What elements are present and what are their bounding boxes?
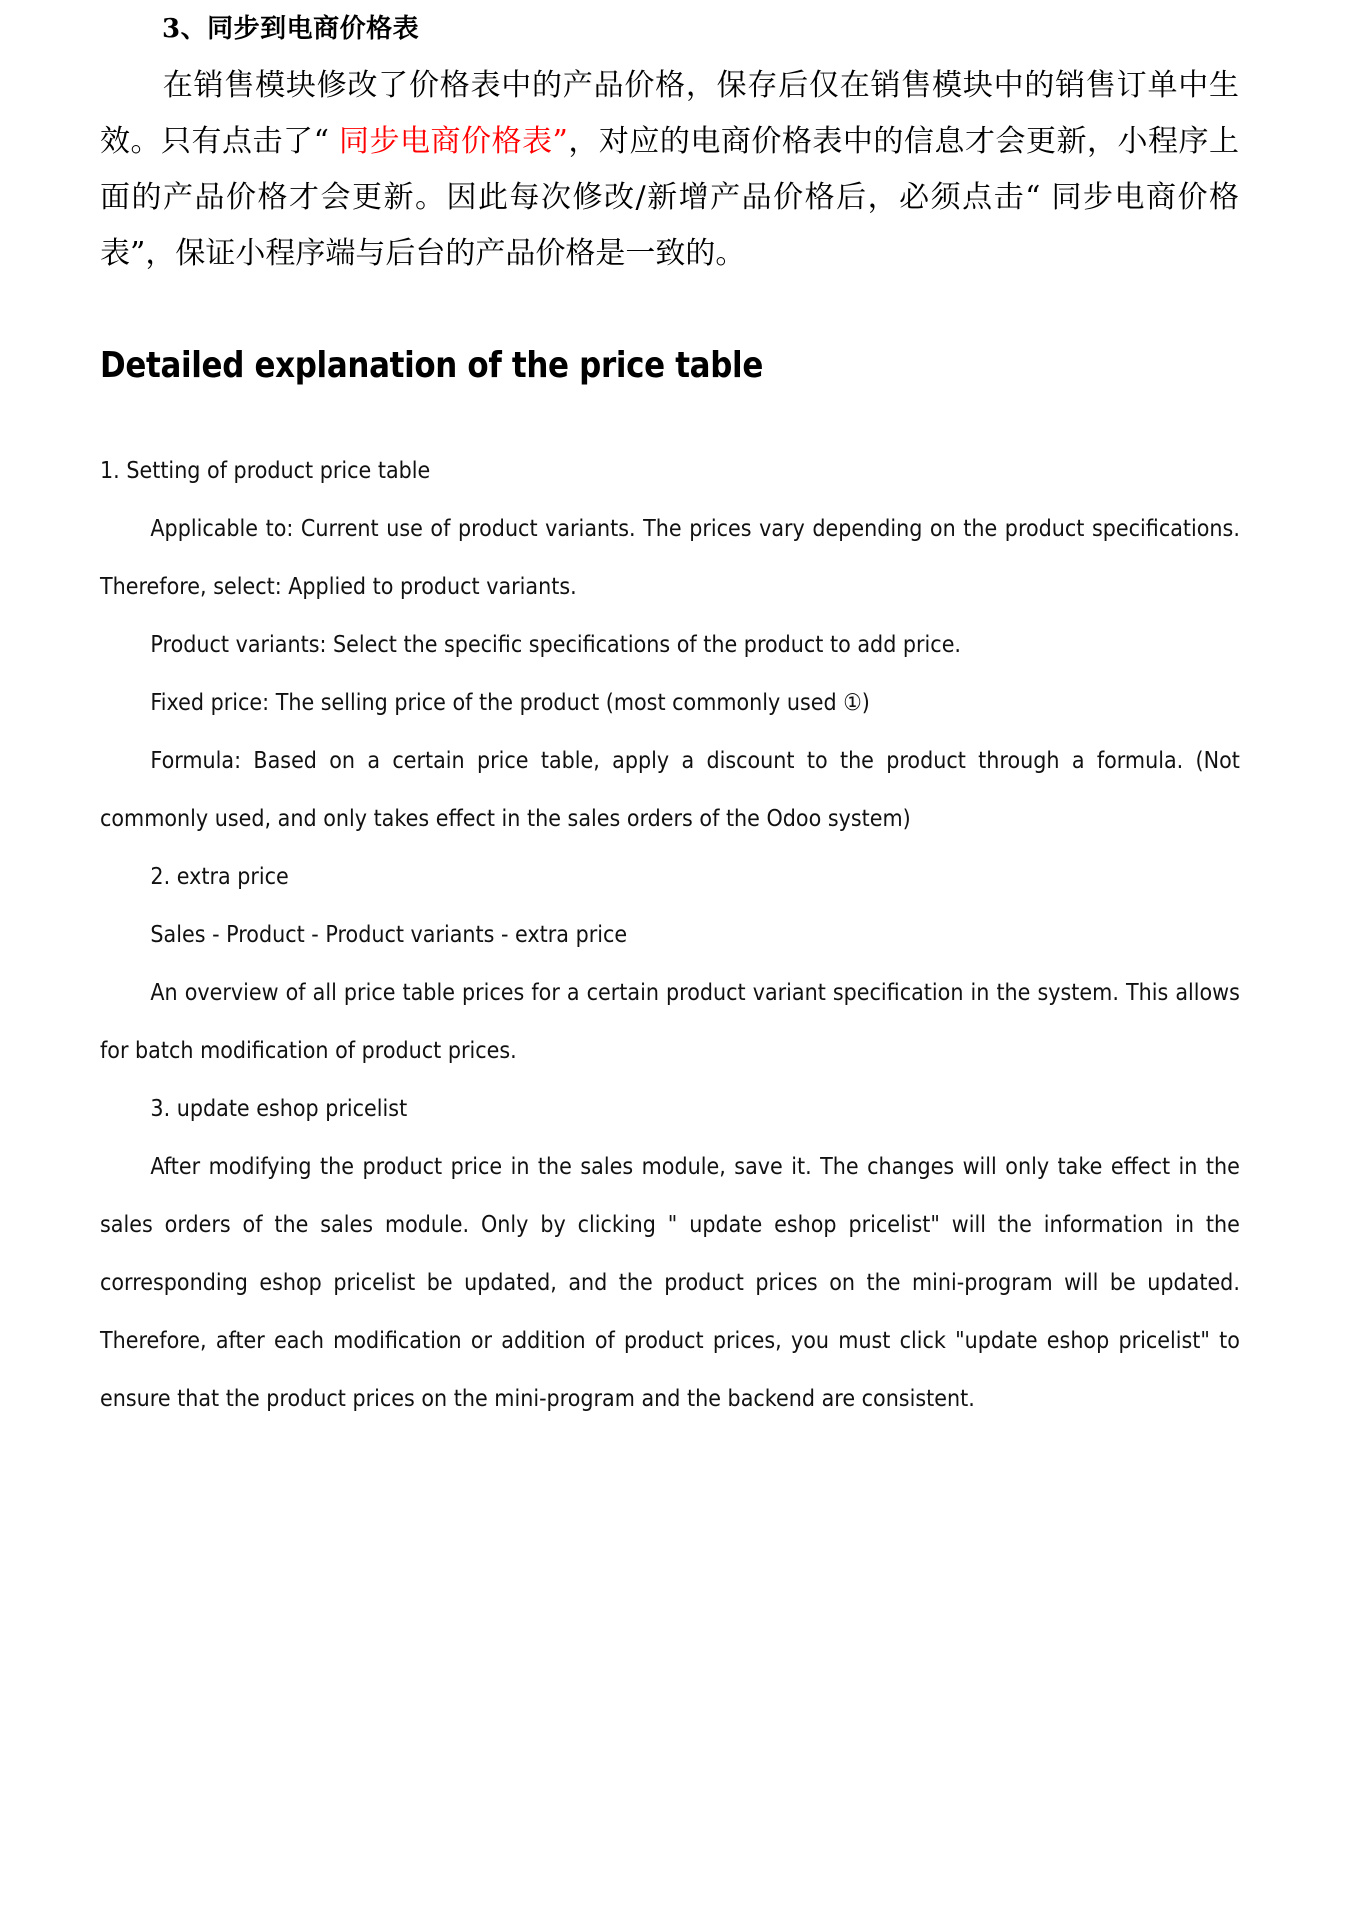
- paragraph-text: 3. update eshop pricelist: [150, 1095, 408, 1122]
- sync-eshop-pricelist-highlight: 同步电商价格表: [328, 124, 553, 159]
- paragraph-text: An overview of all price table prices for a certain product variant specification in the system. This allows for batch modification of product prices.: [100, 979, 1240, 1064]
- quote-open: “: [313, 124, 329, 159]
- chinese-paragraph-part-1: 在销售模块修改了价格表中的产品价格，保存后仅在销售模块中的销售订单中生效。只有点击了: [100, 68, 1239, 159]
- chinese-paragraph-part-2: ，对应的电商价格表中的信息才会更新，小程序上面的产品价格才会更新。因此每次修改/新增产品价格后，必须点击“ 同步电商价格表”，保证小程序端与后台的产品价格是一致的。: [100, 124, 1240, 271]
- paragraph-formula: [100, 732, 1240, 848]
- paragraph-text: After modifying the product price in the sales module, save it. The changes will only take effect in the sales orders of the sales module. Only by clicking " update eshop pricelist" will the information in the corresponding eshop pricelist be updated, and the product prices on the mini-program will be updated. Therefore, after each modification or addition of product prices, you must click "update eshop pricelist" to ensure that the product prices on the mini-program and the backend are consistent.: [100, 1153, 1240, 1412]
- english-section-heading: Detailed explanation of the price table: [100, 345, 763, 386]
- paragraph-text: 2. extra price: [150, 863, 289, 890]
- paragraph-text: Product variants: Select the specific specifications of the product to add price.: [150, 631, 962, 658]
- paragraph-product-variants: [100, 616, 1240, 674]
- paragraph-text: Fixed price: The selling price of the product (most commonly used ①): [150, 689, 870, 716]
- english-body: [100, 442, 1239, 1428]
- paragraph-extra-price-path: [100, 906, 1240, 964]
- paragraph-text: Applicable to: Current use of product variants. The prices vary depending on the product specifications. Therefore, select: Applied to product variants.: [100, 515, 1240, 600]
- paragraph-text: Sales - Product - Product variants - extra price: [150, 921, 628, 948]
- quote-close: ”: [552, 124, 568, 159]
- paragraph-update-eshop-pricelist-body: [100, 1138, 1240, 1428]
- paragraph-text: Formula: Based on a certain price table, apply a discount to the product through a formula. (Not commonly used, and only takes effect in the sales orders of the Odoo system): [100, 747, 1240, 832]
- paragraph-overview: [100, 964, 1240, 1080]
- paragraph-fixed-price: [100, 674, 1240, 732]
- chinese-section-heading: 3、同步到电商价格表: [162, 14, 420, 44]
- paragraph-update-eshop-pricelist-heading: [100, 1080, 1240, 1138]
- paragraph-applicable-to: [100, 500, 1240, 616]
- paragraph-setting-of-product-price-table: 1. Setting of product price table: [100, 457, 431, 484]
- paragraph-extra-price-heading: [100, 848, 1240, 906]
- chinese-intro-paragraph: [100, 58, 1239, 282]
